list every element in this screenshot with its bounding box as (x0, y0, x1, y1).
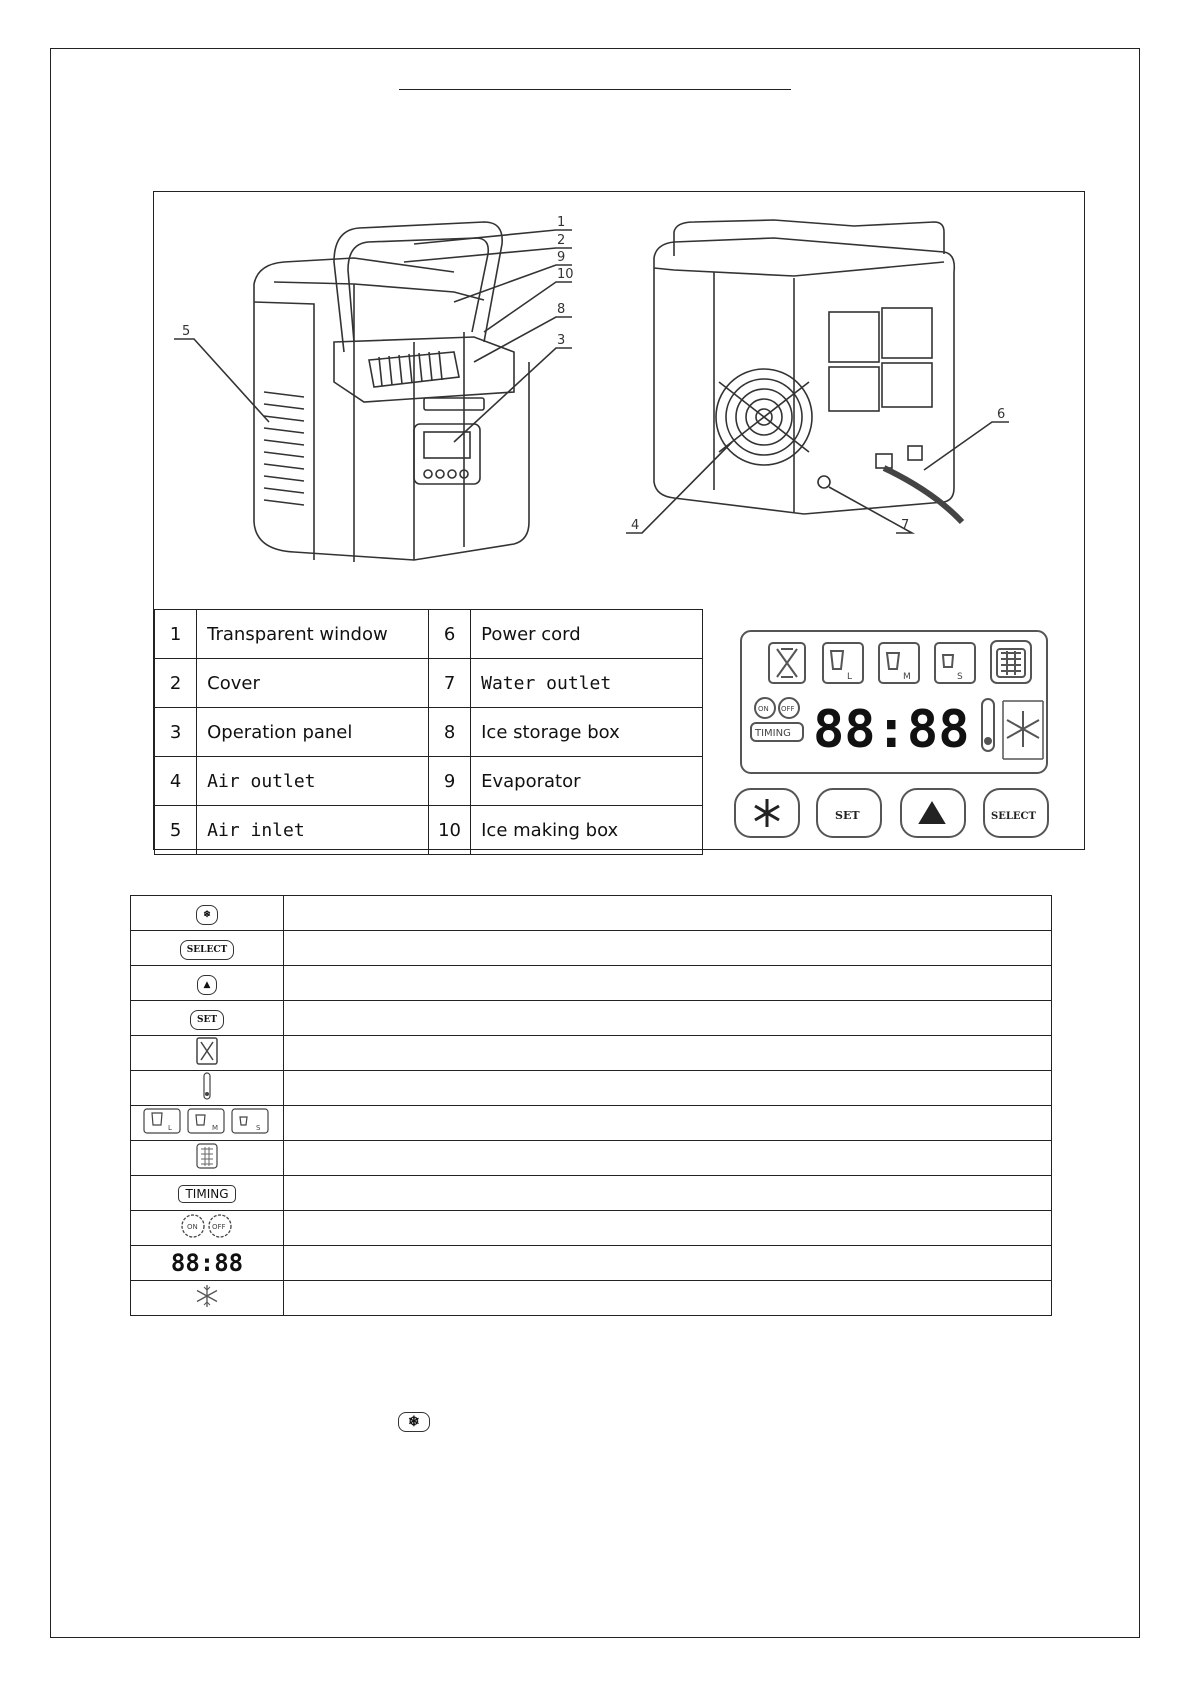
part-number: 1 (155, 610, 197, 659)
inline-snowflake-button-icon (398, 1411, 438, 1439)
table-row (155, 708, 703, 757)
time-digits: 88:88 (813, 700, 970, 760)
part-label: Transparent window (197, 610, 429, 659)
description-cell (284, 1176, 1052, 1211)
table-row (131, 931, 1052, 966)
up-arrow-button-icon: ▲ (197, 975, 218, 995)
part-number: 5 (155, 806, 197, 855)
callout-7: 7 (901, 518, 910, 533)
description-cell (284, 1106, 1052, 1141)
table-row (131, 1281, 1052, 1316)
table-row (131, 1106, 1052, 1141)
off-label: OFF (781, 705, 795, 713)
icon-cell (131, 1211, 284, 1246)
icon-description-table (130, 895, 1052, 1316)
table-row (131, 1246, 1052, 1281)
table-row (155, 757, 703, 806)
select-button-label: SELECT (991, 811, 1036, 822)
table-row (131, 1141, 1052, 1176)
size-m-label: M (212, 1124, 219, 1132)
table-row (155, 610, 703, 659)
icon-cell (131, 1036, 284, 1071)
product-illustration (154, 192, 1083, 610)
icon-cell (131, 966, 284, 1001)
callout-6: 6 (997, 407, 1006, 422)
table-row (131, 1036, 1052, 1071)
on-label: ON (758, 705, 769, 713)
size-m-label: M (903, 672, 911, 682)
ice-size-icons (142, 1108, 272, 1134)
snowflake-button-icon: ❄ (196, 905, 218, 925)
callout-5: 5 (182, 324, 191, 339)
size-s-label: S (957, 672, 963, 682)
size-l-label: L (168, 1124, 172, 1132)
part-label: Air inlet (197, 806, 429, 855)
icon-cell (131, 1176, 284, 1211)
description-cell (284, 896, 1052, 931)
description-cell (284, 1141, 1052, 1176)
part-number: 9 (428, 757, 470, 806)
thermometer-icon (202, 1072, 212, 1100)
description-cell (284, 1246, 1052, 1281)
on-label: ON (187, 1223, 198, 1231)
description-cell (284, 966, 1052, 1001)
icon-cell (131, 1071, 284, 1106)
ice-size-l-icon (823, 643, 863, 683)
size-l-label: L (847, 672, 853, 682)
timing-icon: TIMING (178, 1185, 235, 1203)
part-number: 8 (428, 708, 470, 757)
icon-cell (131, 896, 284, 931)
table-row (131, 1211, 1052, 1246)
select-button-icon: SELECT (180, 940, 234, 960)
description-cell (284, 1001, 1052, 1036)
part-label: Ice making box (471, 806, 703, 855)
part-number: 7 (428, 659, 470, 708)
snowflake-display-icon (1007, 711, 1039, 747)
part-number: 3 (155, 708, 197, 757)
callout-1: 1 (557, 215, 566, 230)
part-number: 6 (428, 610, 470, 659)
description-cell (284, 931, 1052, 966)
table-row (155, 659, 703, 708)
part-label: Evaporator (471, 757, 703, 806)
part-label: Air outlet (197, 757, 429, 806)
description-cell (284, 1281, 1052, 1316)
part-label: Power cord (471, 610, 703, 659)
snowflake-icon: ❄ (398, 1412, 430, 1432)
off-label: OFF (212, 1223, 226, 1231)
parts-table (154, 609, 703, 855)
snowflake-display-icon (194, 1283, 220, 1309)
callout-3: 3 (557, 333, 566, 348)
part-label: Ice storage box (471, 708, 703, 757)
timing-label: TIMING (755, 728, 791, 739)
size-s-label: S (256, 1124, 261, 1132)
icon-cell (131, 1281, 284, 1316)
table-row (131, 896, 1052, 931)
icon-cell (131, 1141, 284, 1176)
table-row (155, 806, 703, 855)
icon-cell (131, 931, 284, 966)
set-button-label: SET (835, 809, 860, 822)
callout-4: 4 (631, 518, 640, 533)
ice-full-icon (196, 1143, 218, 1169)
description-cell (284, 1036, 1052, 1071)
no-water-icon (196, 1037, 218, 1065)
part-label: Water outlet (471, 659, 703, 708)
title-underline (399, 89, 791, 90)
ice-size-m-icon (879, 643, 919, 683)
table-row (131, 1071, 1052, 1106)
icon-cell (131, 1106, 284, 1141)
icon-cell (131, 1246, 284, 1281)
part-number: 10 (428, 806, 470, 855)
table-row (131, 966, 1052, 1001)
table-row (131, 1001, 1052, 1036)
part-number: 4 (155, 757, 197, 806)
description-cell (284, 1071, 1052, 1106)
time-digits-icon: 88:88 (170, 1249, 244, 1277)
on-off-icons (179, 1213, 235, 1239)
control-panel-illustration (705, 609, 1083, 849)
part-label: Operation panel (197, 708, 429, 757)
description-cell (284, 1211, 1052, 1246)
icon-cell (131, 1001, 284, 1036)
callout-8: 8 (557, 302, 566, 317)
callout-10: 10 (557, 267, 574, 282)
table-row (131, 1176, 1052, 1211)
part-number: 2 (155, 659, 197, 708)
product-diagram (153, 191, 1085, 850)
callout-2: 2 (557, 233, 566, 248)
set-button-icon: SET (190, 1010, 224, 1030)
ice-size-s-icon (935, 643, 975, 683)
part-label: Cover (197, 659, 429, 708)
callout-9: 9 (557, 250, 566, 265)
